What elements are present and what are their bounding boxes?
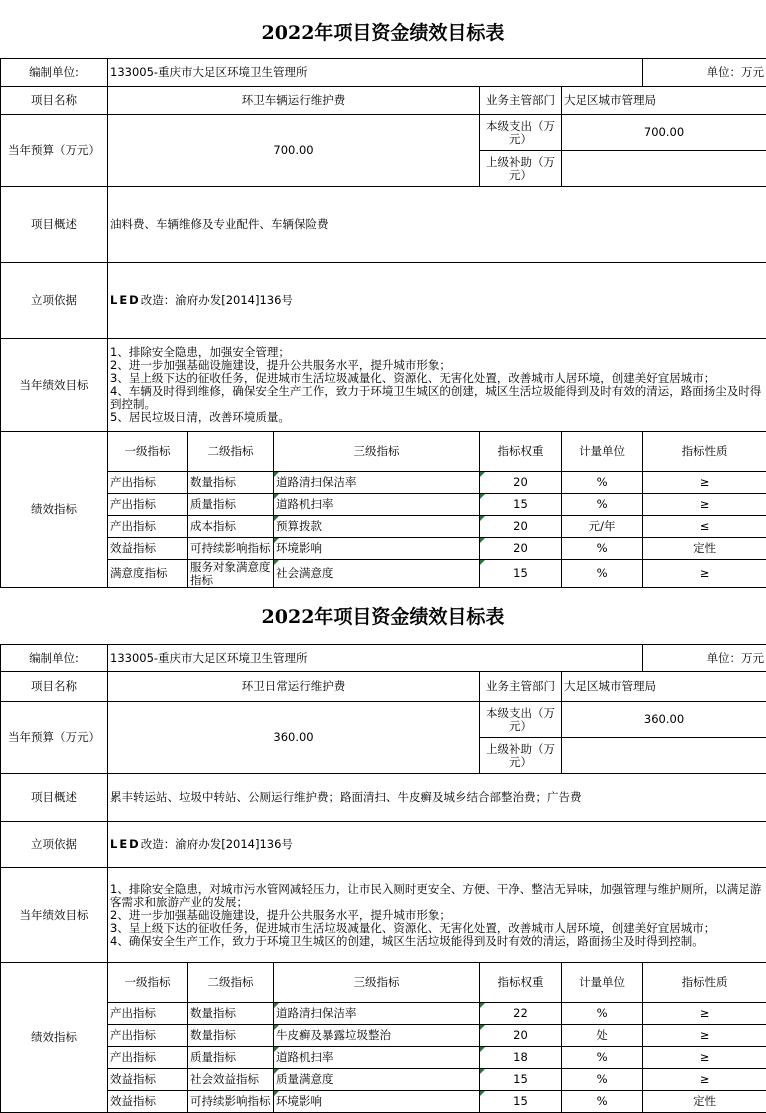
basis-prefix: LED [110,293,141,307]
budget-label: 当年预算（万元） [1,702,108,774]
project-name: 环卫日常运行维护费 [108,672,480,702]
unit-cell: % [562,1003,643,1025]
unit-cell: 元/年 [562,516,643,538]
unit-label: 编制单位: [1,59,108,87]
weight-cell: 15 [480,1091,562,1113]
level3-cell: 预算拨款 [274,516,480,538]
goals-label: 当年绩效目标 [1,868,108,963]
level2-cell: 可持续影响指标 [188,538,274,560]
nature-cell: ≥ [643,494,766,516]
weight-cell: 20 [480,538,562,560]
level1-cell: 满意度指标 [108,560,188,588]
table-title: 2022年项目资金绩效目标表 [0,18,766,45]
header-level2: 二级指标 [188,963,274,1003]
basis-cell [108,263,766,339]
level2-cell: 质量指标 [188,494,274,516]
own-expense-label: 本级支出（万元） [480,702,562,738]
subsidy-label: 上级补助（万元） [480,151,562,187]
header-level2: 二级指标 [188,432,274,472]
unit-cell: % [562,494,643,516]
level2-cell: 质量指标 [188,1047,274,1069]
header-nature: 指标性质 [643,432,766,472]
basis-text: 改造：渝府办发[2014]136号 [141,293,293,307]
nature-cell: ≥ [643,1069,766,1091]
basis-cell [108,822,766,868]
level1-cell: 产出指标 [108,1025,188,1047]
level1-cell: 产出指标 [108,516,188,538]
header-level3: 三级指标 [274,963,480,1003]
unit-cell: 处 [562,1025,643,1047]
weight-cell: 15 [480,560,562,588]
goal-item: 4、确保安全生产工作，致力于环境卫生城区的创建，城区生活垃圾能得到及时有效的清运，路面扬尘及时得到控制。 [110,935,764,948]
unit-name: 133005-重庆市大足区环境卫生管理所 [108,645,643,672]
goals-label: 当年绩效目标 [1,339,108,432]
table-row [1,516,766,538]
table-row [1,1047,766,1069]
header-level1: 一级指标 [108,963,188,1003]
level2-cell: 数量指标 [188,1025,274,1047]
overview-text: 油料费、车辆维修及专业配件、车辆保险费 [108,187,766,263]
goal-item: 5、居民垃圾日清，改善环境质量。 [110,411,764,424]
level2-cell: 服务对象满意度指标 [188,560,274,588]
dept-label: 业务主管部门 [480,87,562,115]
level3-cell: 牛皮癣及暴露垃圾整治 [274,1025,480,1047]
basis-label: 立项依据 [1,822,108,868]
indicator-label: 绩效指标 [1,432,108,588]
table-row [1,538,766,560]
budget-label: 当年预算（万元） [1,115,108,187]
table-row [1,1091,766,1113]
basis-label: 立项依据 [1,263,108,339]
nature-cell: 定性 [643,1091,766,1113]
level2-cell: 数量指标 [188,472,274,494]
weight-cell: 15 [480,494,562,516]
goal-item: 4、车辆及时得到维修，确保安全生产工作，致力于环境卫生城区的创建，城区生活垃圾能得到及时有效的清运，路面扬尘及时得到控制。 [110,385,764,411]
level1-cell: 产出指标 [108,1047,188,1069]
overview-label: 项目概述 [1,774,108,822]
subsidy-value [562,738,766,774]
nature-cell: ≥ [643,1047,766,1069]
unit-cell: % [562,1069,643,1091]
nature-cell: ≤ [643,516,766,538]
target-table [0,58,766,588]
level1-cell: 产出指标 [108,494,188,516]
level2-cell: 可持续影响指标 [188,1091,274,1113]
level3-cell: 道路清扫保洁率 [274,1003,480,1025]
level2-cell: 社会效益指标 [188,1069,274,1091]
dept-name: 大足区城市管理局 [562,87,766,115]
weight-cell: 20 [480,516,562,538]
unit-name: 133005-重庆市大足区环境卫生管理所 [108,59,643,87]
table-row [1,560,766,588]
level3-cell: 环境影响 [274,538,480,560]
weight-cell: 20 [480,1025,562,1047]
header-weight: 指标权重 [480,432,562,472]
goal-item: 3、呈上级下达的征收任务，促进城市生活垃圾减量化、资源化、无害化处置，改善城市人居环境，创建美好宜居城市； [110,922,764,935]
header-level1: 一级指标 [108,432,188,472]
target-table [0,644,766,1113]
goals-cell [108,339,766,432]
goal-item: 3、呈上级下达的征收任务，促进城市生活垃圾减量化、资源化、无害化处置，改善城市人居环境，创建美好宜居城市； [110,372,764,385]
header-unit: 计量单位 [562,963,643,1003]
level1-cell: 效益指标 [108,1091,188,1113]
table-title: 2022年项目资金绩效目标表 [0,602,766,629]
unit-label: 编制单位: [1,645,108,672]
table-row [1,1025,766,1047]
nature-cell: ≥ [643,1003,766,1025]
budget-value: 700.00 [108,115,480,187]
table-row [1,494,766,516]
level3-cell: 道路清扫保洁率 [274,472,480,494]
nature-cell: ≥ [643,1025,766,1047]
level3-cell: 环境影响 [274,1091,480,1113]
project-name-label: 项目名称 [1,672,108,702]
currency-unit: 单位：万元 [643,59,766,87]
dept-name: 大足区城市管理局 [562,672,766,702]
own-expense-value: 700.00 [562,115,766,151]
level3-cell: 道路机扫率 [274,494,480,516]
weight-cell: 22 [480,1003,562,1025]
own-expense-label: 本级支出（万元） [480,115,562,151]
project-name: 环卫车辆运行维护费 [108,87,480,115]
unit-cell: % [562,1091,643,1113]
indicator-label: 绩效指标 [1,963,108,1113]
level1-cell: 产出指标 [108,472,188,494]
level2-cell: 数量指标 [188,1003,274,1025]
basis-text: 改造：渝府办发[2014]136号 [141,837,293,851]
overview-label: 项目概述 [1,187,108,263]
goal-item: 1、排除安全隐患，对城市污水管网减轻压力，让市民入厕时更安全、方便、干净、整洁无异味，加强管理与维护厕所，以满足游客需求和旅游产业的发展； [110,883,764,909]
nature-cell: ≥ [643,472,766,494]
header-nature: 指标性质 [643,963,766,1003]
nature-cell: ≥ [643,560,766,588]
table-row [1,1003,766,1025]
own-expense-value: 360.00 [562,702,766,738]
basis-prefix: LED [110,837,141,851]
dept-label: 业务主管部门 [480,672,562,702]
level1-cell: 产出指标 [108,1003,188,1025]
table-row [1,1069,766,1091]
level2-cell: 成本指标 [188,516,274,538]
goal-item: 2、进一步加强基础设施建设，提升公共服务水平，提升城市形象； [110,359,764,372]
currency-unit: 单位：万元 [643,645,766,672]
level3-cell: 社会满意度 [274,560,480,588]
unit-cell: % [562,560,643,588]
goals-cell [108,868,766,963]
unit-cell: % [562,538,643,560]
goal-item: 2、进一步加强基础设施建设，提升公共服务水平，提升城市形象； [110,909,764,922]
table-row [1,472,766,494]
level3-cell: 道路机扫率 [274,1047,480,1069]
subsidy-value [562,151,766,187]
level1-cell: 效益指标 [108,1069,188,1091]
header-unit: 计量单位 [562,432,643,472]
header-weight: 指标权重 [480,963,562,1003]
unit-cell: % [562,472,643,494]
unit-cell: % [562,1047,643,1069]
level1-cell: 效益指标 [108,538,188,560]
subsidy-label: 上级补助（万元） [480,738,562,774]
weight-cell: 20 [480,472,562,494]
weight-cell: 18 [480,1047,562,1069]
weight-cell: 15 [480,1069,562,1091]
nature-cell: 定性 [643,538,766,560]
level3-cell: 质量满意度 [274,1069,480,1091]
goal-item: 1、排除安全隐患，加强安全管理； [110,346,764,359]
budget-value: 360.00 [108,702,480,774]
project-name-label: 项目名称 [1,87,108,115]
header-level3: 三级指标 [274,432,480,472]
overview-text: 累丰转运站、垃圾中转站、公厕运行维护费；路面清扫、牛皮癣及城乡结合部整治费；广告费 [108,774,766,822]
